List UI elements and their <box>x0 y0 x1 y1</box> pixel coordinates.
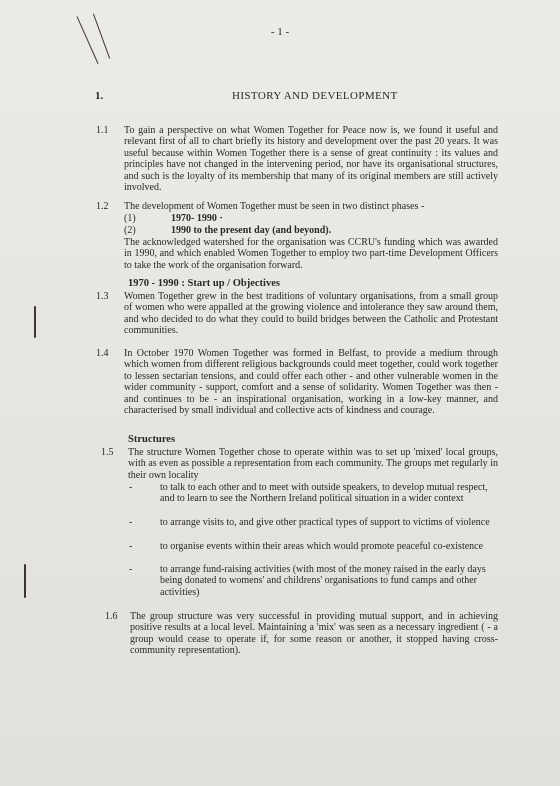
heading-structures: Structures <box>128 434 176 445</box>
paragraph-1-3: Women Together grew in the best traditions of voluntary organisations, from a small group of women who were appalled at the growing violence and intolerance they saw around them, and who decided to do what they could to build bridges between the Catholic and Protestant communities. <box>124 291 498 337</box>
bullet-item: to arrange fund-raising activities (with most of the money raised in the early days being donated to womens' and childrens' organisations to fund camps and other activities) <box>160 564 486 598</box>
bullet-item: to organise events within their areas which would promote peaceful co-existence <box>160 541 484 552</box>
paragraph-1-4: In October 1970 Women Together was formed in Belfast, to provide a medium through which women from different religious backgrounds could meet together, could work together to lessen sectarian tensions, and could offer each other - and other vulnerable women in the wider community - support, comfort and a sense of solidarity. Women Together was then - and continues to be - an inspirational organisation, working in a low-key manner, and characterised by small individual and collective acts of kindness and courage. <box>124 348 498 417</box>
bullet-item: to arrange visits to, and give other practical types of support to victims of violence <box>160 517 490 528</box>
section-title: HISTORY AND DEVELOPMENT <box>232 90 398 102</box>
page-number: - 1 - <box>270 26 290 38</box>
phase-2-text: 1990 to the present day (and beyond). <box>171 225 332 236</box>
phase-1-label: (1) <box>124 213 136 224</box>
margin-mark-1 <box>34 306 36 338</box>
paragraph-1-2-intro: The development of Women Together must be seen in two distinct phases - <box>124 201 425 212</box>
bullet-dash: - <box>129 564 133 575</box>
bullet-dash: - <box>129 482 133 493</box>
paragraph-number: 1.3 <box>96 291 109 302</box>
heading-start-up-objectives: 1970 - 1990 : Start up / Objectives <box>128 278 280 289</box>
bullet-item: to talk to each other and to meet with outside speakers, to develop mutual respect, and to learn to see the Northern Ireland political situation in a wider context <box>160 482 488 505</box>
phase-1-text: 1970- 1990 · <box>171 213 223 224</box>
paragraph-number: 1.2 <box>96 201 109 212</box>
bullet-dash: - <box>129 517 133 528</box>
paragraph-1-6: The group structure was very successful in providing mutual support, and in achieving positive results at a local level. Maintaining a 'mix' was seen as a necessary ingredient ( - a group would cease to operate if, for some reason or another, it stopped having cross-community representation). <box>130 611 498 657</box>
paragraph-number: 1.4 <box>96 348 109 359</box>
phase-2-label: (2) <box>124 225 136 236</box>
paragraph-1-1: To gain a perspective on what Women Together for Peace now is, we found it useful and relevant first of all to chart briefly its history and development over the past 20 years. It was useful because within Women Together there is a sense of great continuity : its values and principles have not changed in the intervening period, nor have its organisational structures, and such is the loyalty of its membership that many of its original members are still actively involved. <box>124 125 498 194</box>
section-number: 1. <box>95 90 104 102</box>
margin-mark-2 <box>24 564 26 598</box>
paragraph-number: 1.6 <box>105 611 118 622</box>
paragraph-1-2: The acknowledged watershed for the organisation was CCRU's funding which was awarded in 1990, and which enabled Women Together to employ two part-time Development Officers to take the work of the organisation forward. <box>124 237 498 271</box>
paragraph-1-5: The structure Women Together chose to operate within was to set up 'mixed' local groups, with as even as possible a representation from each community. The groups met regularly in their own locality <box>128 447 498 481</box>
paragraph-number: 1.5 <box>101 447 114 458</box>
paragraph-number: 1.1 <box>96 125 109 136</box>
bullet-dash: - <box>129 541 133 552</box>
